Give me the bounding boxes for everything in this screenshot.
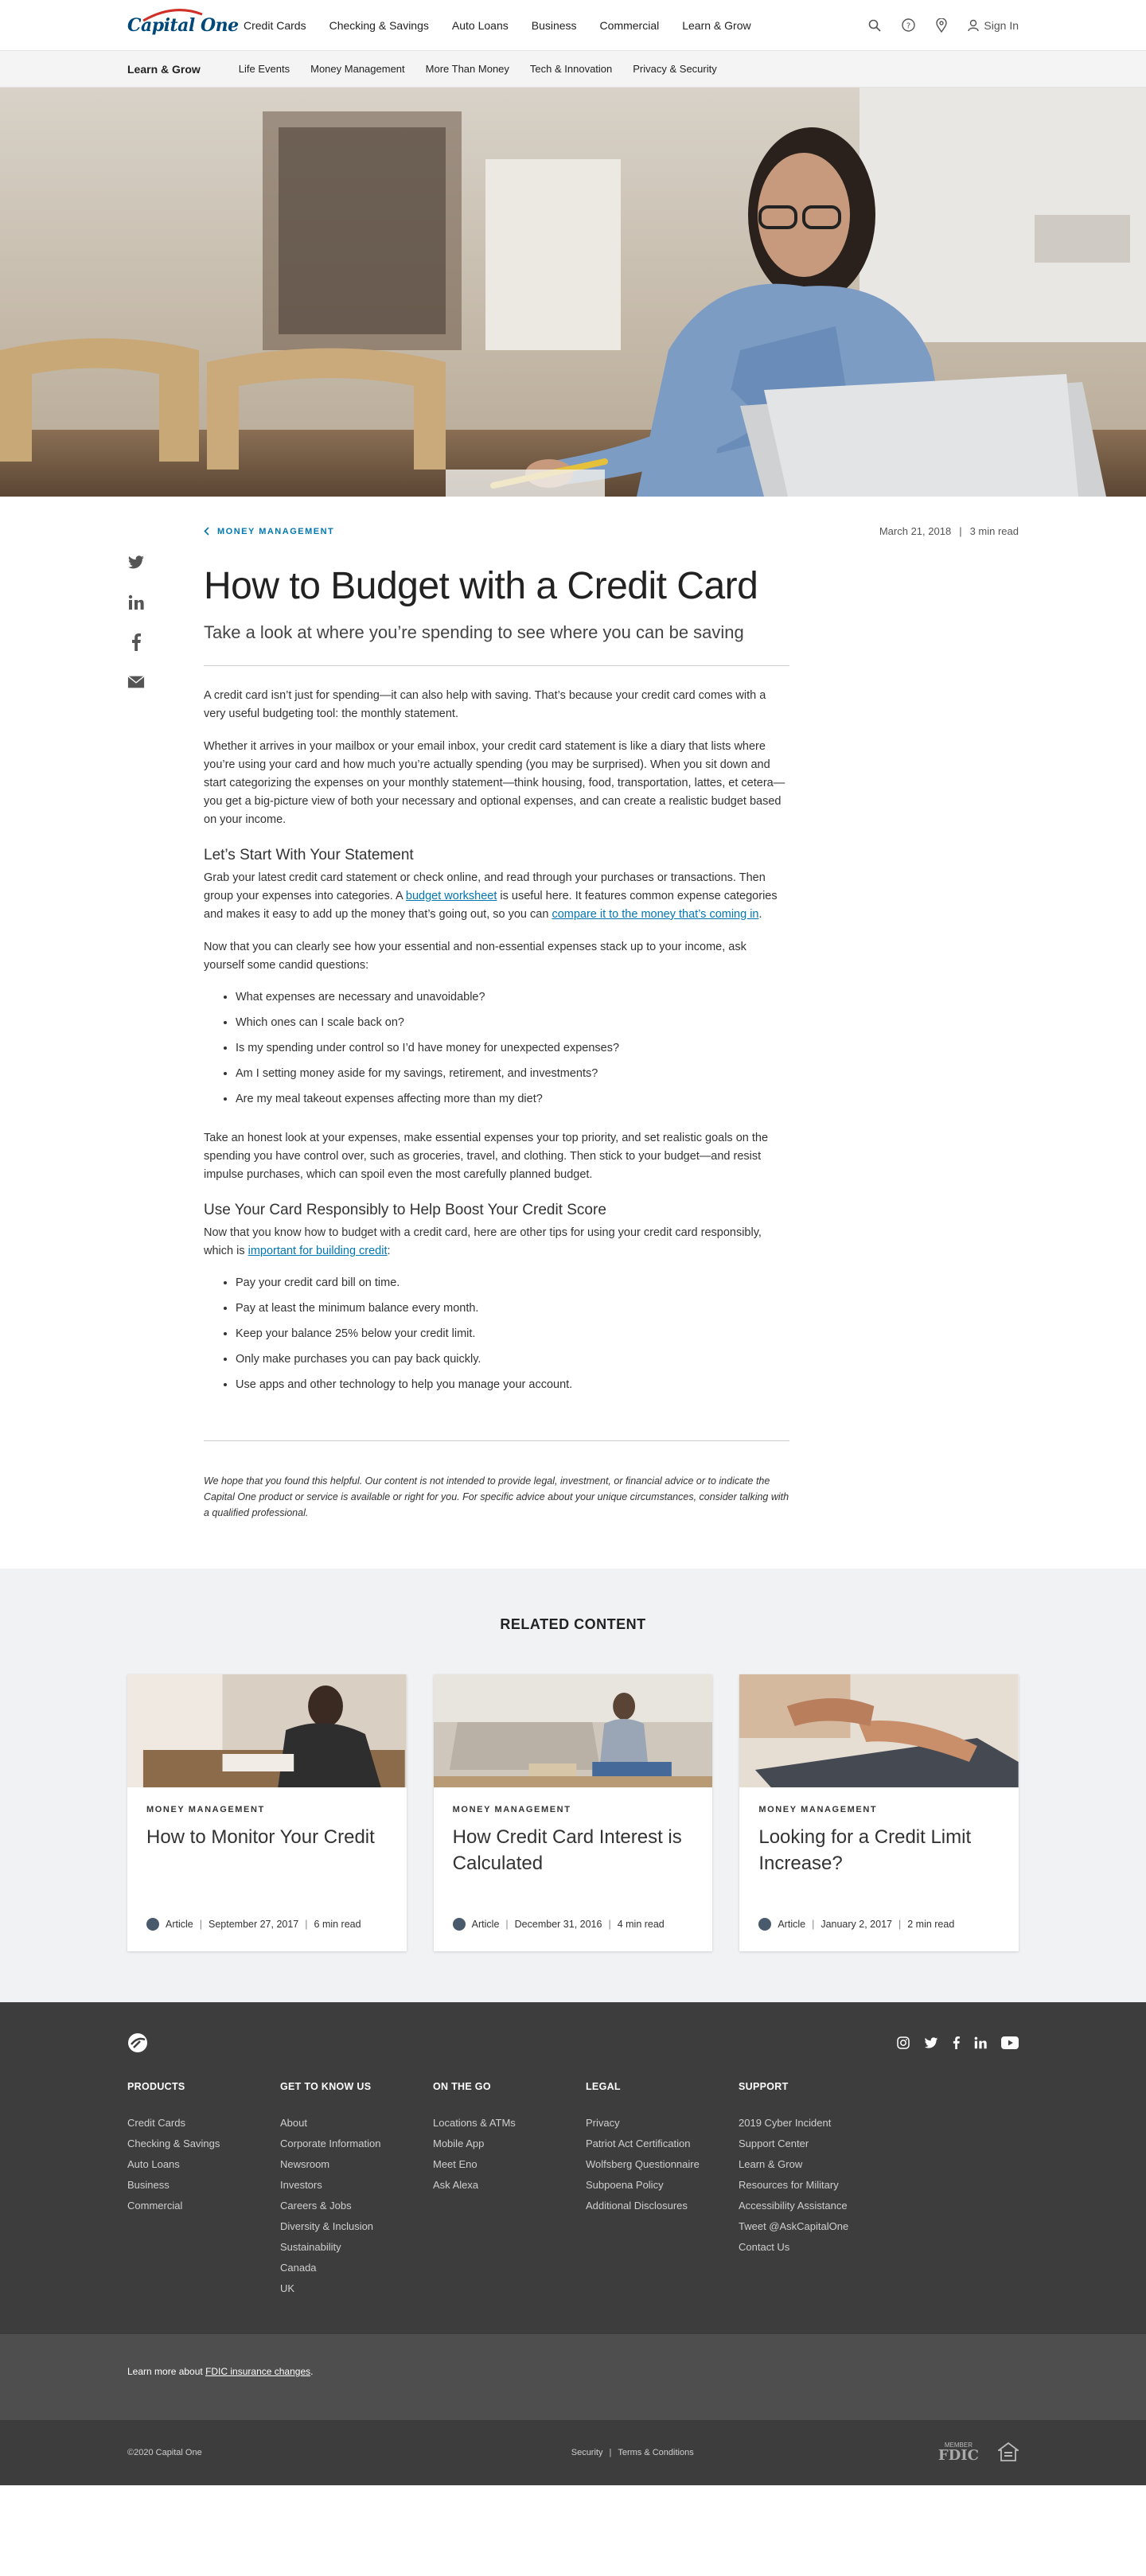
nav-credit-cards[interactable]: Credit Cards <box>244 18 306 32</box>
section-heading: Let’s Start With Your Statement <box>204 847 414 863</box>
card-category: MONEY MANAGEMENT <box>146 1805 265 1814</box>
list-item: • Use apps and other technology to help you manage your account. <box>236 1377 789 1393</box>
svg-text:?: ? <box>906 21 911 31</box>
list-item: • Are my meal takeout expenses affecting more than my diet? <box>236 1091 789 1107</box>
list-item: • Pay at least the minimum balance every month. <box>236 1300 789 1316</box>
card-image <box>434 1674 713 1787</box>
card-type: Article <box>778 1919 806 1930</box>
list-item: • Keep your balance 25% below your credit limit. <box>236 1326 789 1342</box>
card-body <box>127 1787 407 1868</box>
card-date: January 2, 2017 <box>821 1919 892 1930</box>
article-date: March 21, 2018 <box>879 525 952 537</box>
footer-link[interactable]: Accessibility Assistance <box>739 2200 848 2212</box>
footer-col-on-the-go <box>433 2081 586 2299</box>
footer <box>0 2002 1146 2485</box>
footer-col-heading: PRODUCTS <box>127 2081 185 2092</box>
separator: | <box>199 1919 202 1930</box>
budget-worksheet-link[interactable]: budget worksheet <box>405 890 497 902</box>
footer-col-heading: SUPPORT <box>739 2081 789 2092</box>
subnav-life-events[interactable]: Life Events <box>238 63 290 75</box>
footer-col-heading: ON THE GO <box>433 2081 491 2092</box>
card-body <box>434 1787 713 1894</box>
card-read-time: 4 min read <box>617 1919 665 1930</box>
card-image <box>739 1674 1019 1787</box>
related-card[interactable] <box>739 1674 1019 1951</box>
copyright: ©2020 Capital One <box>127 2448 202 2457</box>
nav-business[interactable]: Business <box>531 18 577 32</box>
building-credit-link[interactable]: important for building credit <box>248 1245 388 1257</box>
separator: | <box>305 1919 308 1930</box>
tips-list <box>236 1275 789 1393</box>
related-cards <box>127 1674 1019 1951</box>
footer-link[interactable]: 2019 Cyber Incident <box>739 2117 832 2129</box>
article-type-icon <box>146 1918 159 1931</box>
utility-nav <box>867 18 1019 33</box>
footer-main <box>0 2002 1146 2334</box>
footer-top-row <box>127 2032 1019 2057</box>
card-category: MONEY MANAGEMENT <box>758 1805 878 1814</box>
card-meta <box>146 1918 361 1931</box>
article-subtitle: Take a look at where you’re spending to see where you can be saving <box>204 622 744 642</box>
main-nav <box>244 19 774 32</box>
footer-link[interactable]: Meet Eno <box>433 2158 477 2170</box>
footer-col-products <box>127 2081 280 2299</box>
logo-swoosh-icon <box>142 8 204 22</box>
text-run: : <box>387 1245 391 1257</box>
member-label: MEMBER <box>944 2442 973 2449</box>
related-card[interactable] <box>434 1674 713 1951</box>
footer-link[interactable]: Credit Cards <box>127 2117 185 2129</box>
youtube-icon[interactable] <box>1001 2036 1019 2053</box>
article-title: How to Budget with a Credit Card <box>204 565 758 607</box>
paragraph <box>204 869 789 924</box>
footer-link[interactable]: Subpoena Policy <box>586 2179 664 2191</box>
card-date: December 31, 2016 <box>514 1919 602 1930</box>
category-back-link[interactable] <box>204 527 334 536</box>
card-read-time: 2 min read <box>907 1919 955 1930</box>
paragraph: Take an honest look at your expenses, make essential expenses your top priority, and set realistic goals on the spending you have control over, such as groceries, travel, and clothing. Then stick to your budget—and resist impulse purchases, which can spoil even the most carefully planned budget. <box>204 1132 769 1181</box>
footer-col-support <box>739 2081 891 2299</box>
separator: | <box>812 1919 815 1930</box>
list-item: • What expenses are necessary and unavoidable? <box>236 989 789 1005</box>
card-title: How Credit Card Interest is Calculated <box>452 1826 682 1874</box>
footer-col-heading: GET TO KNOW US <box>280 2081 372 2092</box>
nav-auto-loans[interactable]: Auto Loans <box>451 18 509 32</box>
text-run: Now that you know how to budget with a credit card, here are other tips for using your credit card responsibly, which is <box>204 1226 762 1257</box>
list-item: • Only make purchases you can pay back quickly. <box>236 1351 789 1367</box>
footer-link[interactable]: Learn & Grow <box>739 2158 803 2170</box>
list-item: • Which ones can I scale back on? <box>236 1015 789 1031</box>
paragraph: A credit card isn’t just for spending—it can also help with saving. That’s because your credit card comes with a very useful budgeting tool: the monthly statement. <box>204 689 766 720</box>
separator: | <box>608 1919 611 1930</box>
paragraph <box>204 1224 789 1261</box>
top-navigation <box>0 0 1146 51</box>
footer-link[interactable]: Resources for Military <box>739 2179 839 2191</box>
footer-link[interactable]: Newsroom <box>280 2158 330 2170</box>
section-subnav <box>0 51 1146 88</box>
card-type: Article <box>471 1919 500 1930</box>
article-meta-row <box>204 525 1019 537</box>
card-date: September 27, 2017 <box>208 1919 299 1930</box>
section-heading: Use Your Card Responsibly to Help Boost Your Credit Score <box>204 1202 606 1218</box>
list-item: • Is my spending under control so I’d have money for unexpected expenses? <box>236 1040 789 1056</box>
footer-link[interactable]: Additional Disclosures <box>586 2200 688 2212</box>
hero-illustration <box>0 88 1146 497</box>
article-type-icon <box>758 1918 771 1931</box>
article-content <box>204 525 1019 1521</box>
capital-one-swoosh-icon[interactable] <box>127 2032 148 2057</box>
fdic-notice <box>0 2334 1146 2420</box>
footer-badges <box>938 2442 1019 2464</box>
paragraph: Whether it arrives in your mailbox or your email inbox, your credit card statement is like a diary that lists where you’re using your card and how much you’re actually spending (you may be surprised). When you sit down and start categorizing the expenses on your monthly statement—think housing, food, transportation, lattes, et cetera—you get a big-picture view of both your necessary and optional expenses, and can create a realistic budget based on your income. <box>204 740 785 826</box>
footer-link[interactable]: Sustainability <box>280 2241 341 2253</box>
subnav-section-title[interactable]: Learn & Grow <box>127 62 201 76</box>
footer-link[interactable]: Mobile App <box>433 2138 485 2149</box>
questions-list <box>236 989 789 1107</box>
linkedin-icon[interactable] <box>127 594 145 611</box>
instagram-icon[interactable] <box>897 2036 910 2053</box>
card-body <box>739 1787 1019 1894</box>
text-run: is useful here. It features common expense categories and makes it easy to add up the money that’s going out, so you can <box>204 890 778 921</box>
related-content <box>0 1569 1146 2002</box>
fdic-logo: FDIC <box>937 2447 979 2464</box>
separator: | <box>609 2448 612 2457</box>
card-category: MONEY MANAGEMENT <box>452 1805 571 1814</box>
nav-learn-grow[interactable]: Learn & Grow <box>682 18 751 32</box>
equal-housing-lender-icon <box>998 2442 1019 2464</box>
terms-link[interactable]: Terms & Conditions <box>618 2448 694 2457</box>
footer-link[interactable]: Tweet @AskCapitalOne <box>739 2220 849 2232</box>
email-share-icon[interactable] <box>127 673 145 691</box>
article-body <box>204 687 789 1393</box>
article-read-time: 3 min read <box>969 525 1019 537</box>
security-link[interactable]: Security <box>571 2448 603 2457</box>
card-meta <box>453 1918 665 1931</box>
disclaimer: We hope that you found this helpful. Our content is not intended to provide legal, investment, or financial advice or to indicate the Capital One product or service is available or right for you. For specific advice about your unique circumstances, consider talking with a qualified professional. <box>204 1475 789 1518</box>
footer-link[interactable]: About <box>280 2117 307 2129</box>
footer-col-legal <box>586 2081 739 2299</box>
footer-social <box>897 2036 1019 2053</box>
subnav-privacy-security[interactable]: Privacy & Security <box>633 63 717 75</box>
related-heading: RELATED CONTENT <box>500 1616 646 1632</box>
list-item: • Am I setting money aside for my savings, retirement, and investments? <box>236 1066 789 1081</box>
footer-col-get-to-know-us <box>280 2081 433 2299</box>
brand-name: Capital One <box>127 14 239 36</box>
sign-in-label: Sign In <box>984 18 1019 32</box>
linkedin-icon[interactable] <box>974 2036 987 2053</box>
fdic-text: Learn more about <box>127 2366 206 2377</box>
twitter-icon[interactable] <box>924 2037 938 2053</box>
footer-link[interactable]: Business <box>127 2179 170 2191</box>
footer-link[interactable]: Commercial <box>127 2200 183 2212</box>
fdic-link[interactable]: FDIC insurance changes <box>205 2366 311 2377</box>
fdic-text: . <box>310 2366 314 2377</box>
footer-col-heading: LEGAL <box>586 2081 621 2092</box>
footer-columns <box>127 2081 1019 2299</box>
footer-link[interactable]: Wolfsberg Questionnaire <box>586 2158 700 2170</box>
member-fdic-badge <box>938 2442 979 2463</box>
logo-wordmark <box>127 15 239 36</box>
card-title: How to Monitor Your Credit <box>146 1826 375 1848</box>
footer-link[interactable]: Checking & Savings <box>127 2138 220 2149</box>
sign-in-link[interactable] <box>968 19 1019 32</box>
footer-link[interactable]: Corporate Information <box>280 2138 381 2149</box>
share-bar <box>127 554 145 691</box>
divider <box>204 665 789 666</box>
capital-one-logo[interactable] <box>127 10 244 41</box>
card-meta <box>758 1918 954 1931</box>
footer-link[interactable]: Patriot Act Certification <box>586 2138 691 2149</box>
footer-link[interactable]: Support Center <box>739 2138 809 2149</box>
twitter-icon[interactable] <box>127 554 145 571</box>
help-icon[interactable] <box>901 18 915 33</box>
divider <box>204 1440 789 1441</box>
footer-link[interactable]: Auto Loans <box>127 2158 180 2170</box>
card-image <box>127 1674 407 1787</box>
article-category: MONEY MANAGEMENT <box>217 526 335 536</box>
footer-link[interactable]: UK <box>280 2282 295 2294</box>
user-icon <box>968 19 979 32</box>
card-type: Article <box>166 1919 193 1930</box>
footer-link[interactable]: Canada <box>280 2262 317 2274</box>
footer-link[interactable]: Investors <box>280 2179 322 2191</box>
facebook-icon[interactable] <box>127 633 145 651</box>
footer-link[interactable]: Privacy <box>586 2117 620 2129</box>
footer-bottom-links <box>571 2448 694 2457</box>
footer-link[interactable]: Diversity & Inclusion <box>280 2220 374 2232</box>
separator: | <box>898 1919 902 1930</box>
separator: | <box>959 525 962 537</box>
related-card[interactable] <box>127 1674 407 1951</box>
footer-link[interactable]: Ask Alexa <box>433 2179 479 2191</box>
article <box>0 497 1146 1569</box>
nav-checking-savings[interactable]: Checking & Savings <box>329 18 429 32</box>
paragraph: Now that you can clearly see how your essential and non-essential expenses stack up to your income, ask yourself some candid questions: <box>204 941 746 972</box>
facebook-icon[interactable] <box>953 2036 960 2053</box>
chevron-left-icon <box>204 527 209 536</box>
footer-bottom <box>0 2420 1146 2485</box>
subnav-tech-innovation[interactable]: Tech & Innovation <box>529 63 613 75</box>
nav-commercial[interactable]: Commercial <box>599 18 660 32</box>
footer-link[interactable]: Careers & Jobs <box>280 2200 352 2212</box>
footer-link[interactable]: Locations & ATMs <box>433 2117 516 2129</box>
hero-image <box>0 88 1146 497</box>
search-icon[interactable] <box>867 18 882 33</box>
location-pin-icon[interactable] <box>934 18 949 33</box>
subnav-more-than-money[interactable]: More Than Money <box>425 63 509 75</box>
article-type-icon <box>453 1918 466 1931</box>
card-title: Looking for a Credit Limit Increase? <box>758 1826 972 1874</box>
card-read-time: 6 min read <box>314 1919 361 1930</box>
list-item: • Pay your credit card bill on time. <box>236 1275 789 1291</box>
text-run: Grab your latest credit card statement or check online, and read through your purchases or transactions. Then group your expenses into categories. A <box>204 871 766 902</box>
article-date-read <box>879 525 1019 537</box>
footer-link[interactable]: Contact Us <box>739 2241 790 2253</box>
separator: | <box>505 1919 509 1930</box>
subnav-money-management[interactable]: Money Management <box>310 63 405 75</box>
compare-income-link[interactable]: compare it to the money that’s coming in <box>552 908 759 921</box>
text-run: . <box>758 908 762 921</box>
